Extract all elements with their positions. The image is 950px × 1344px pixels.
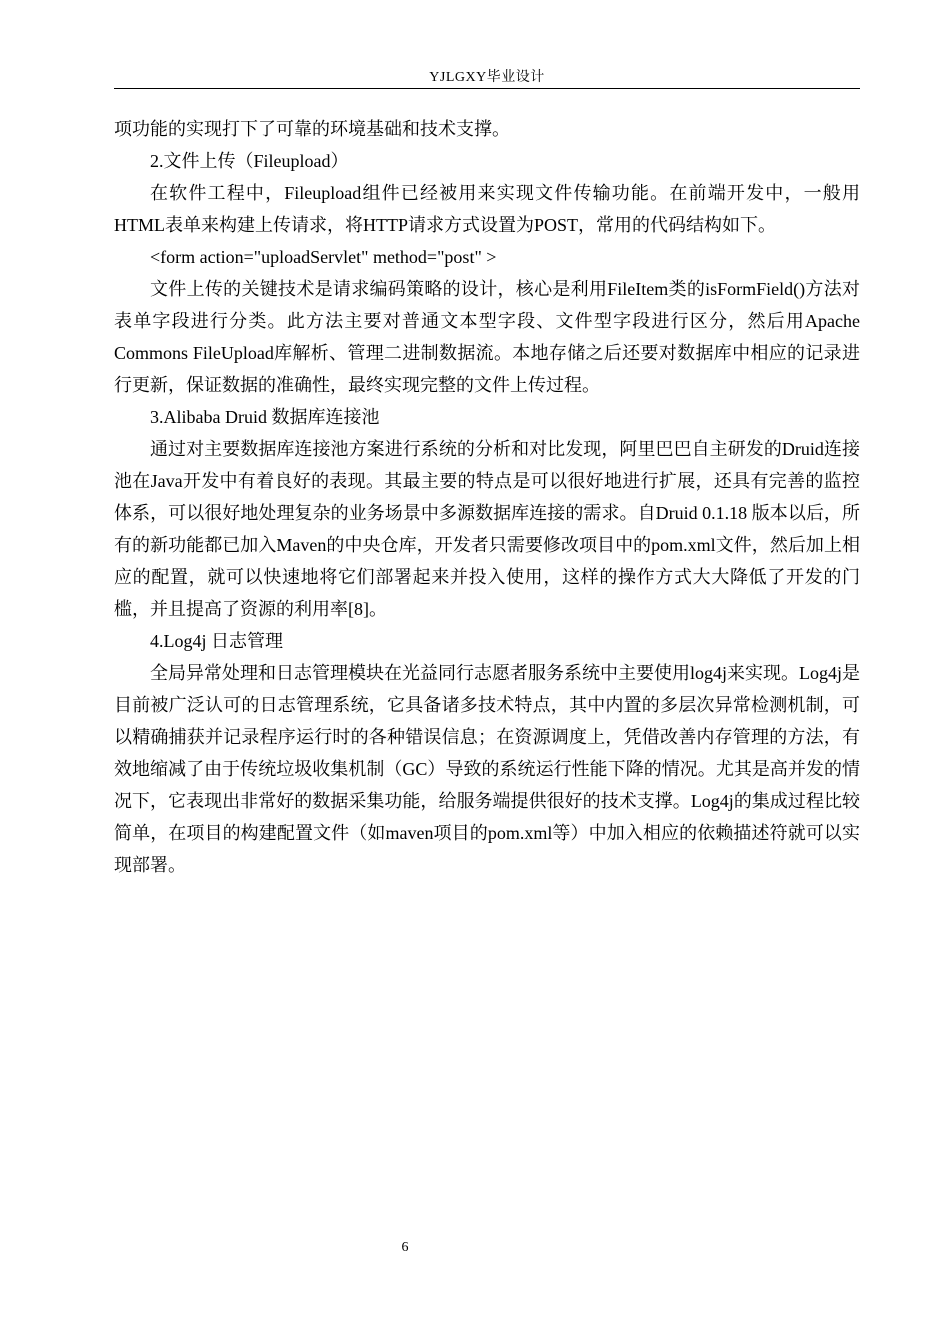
- section-heading-fileupload: 2.文件上传（Fileupload）: [150, 151, 349, 171]
- page-body: [114, 113, 860, 881]
- paragraph-log4j: 全局异常处理和日志管理模块在光益同行志愿者服务系统中主要使用log4j来实现。Log4j是目前被广泛认可的日志管理系统，它具备诸多技术特点，其中内置的多层次异常检测机制，可以精确捕获并记录程序运行时的各种错误信息；在资源调度上，凭借改善内存管理的方法，有效地缩减了由于传统垃圾收集机制（GC）导致的系统运行性能下降的情况。尤其是高并发的情况下，它表现出非常好的数据采集功能，给服务端提供很好的技术支撑。Log4j的集成过程比较简单，在项目的构建配置文件（如maven项目的pom.xml等）中加入相应的依赖描述符就可以实现部署。: [114, 663, 860, 875]
- paragraph-fileupload-intro: 在软件工程中，Fileupload组件已经被用来实现文件传输功能。在前端开发中，一般用HTML表单来构建上传请求，将HTTP请求方式设置为POST，常用的代码结构如下。: [114, 183, 860, 235]
- code-snippet-form: <form action="uploadServlet" method="post" >: [150, 247, 497, 267]
- paragraph-fileupload-detail: 文件上传的关键技术是请求编码策略的设计，核心是利用FileItem类的isFormField()方法对表单字段进行分类。此方法主要对普通文本型字段、文件型字段进行区分，然后用Apache Commons FileUpload库解析、管理二进制数据流。本地存储之后还要对数据库中相应的记录进行更新，保证数据的准确性，最终实现完整的文件上传过程。: [114, 279, 860, 395]
- section-heading-log4j: 4.Log4j 日志管理: [150, 631, 283, 651]
- section-heading-druid: 3.Alibaba Druid 数据库连接池: [150, 407, 380, 427]
- page-number: 6: [401, 1240, 409, 1255]
- header-rule: [114, 88, 860, 89]
- page-header: YJLGXY毕业设计: [429, 70, 545, 85]
- paragraph-druid: 通过对主要数据库连接池方案进行系统的分析和对比发现，阿里巴巴自主研发的Druid连接池在Java开发中有着良好的表现。其最主要的特点是可以很好地进行扩展，还具有完善的监控体系，可以很好地处理复杂的业务场景中多源数据库连接的需求。自Druid 0.1.18 版本以后，所有的新功能都已加入Maven的中央仓库，开发者只需要修改项目中的pom.xml文件，然后加上相应的配置，就可以快速地将它们部署起来并投入使用，这样的操作方式大大降低了开发的门槛，并且提高了资源的利用率[8]。: [114, 439, 860, 619]
- paragraph-continuation: 项功能的实现打下了可靠的环境基础和技术支撑。: [114, 119, 510, 139]
